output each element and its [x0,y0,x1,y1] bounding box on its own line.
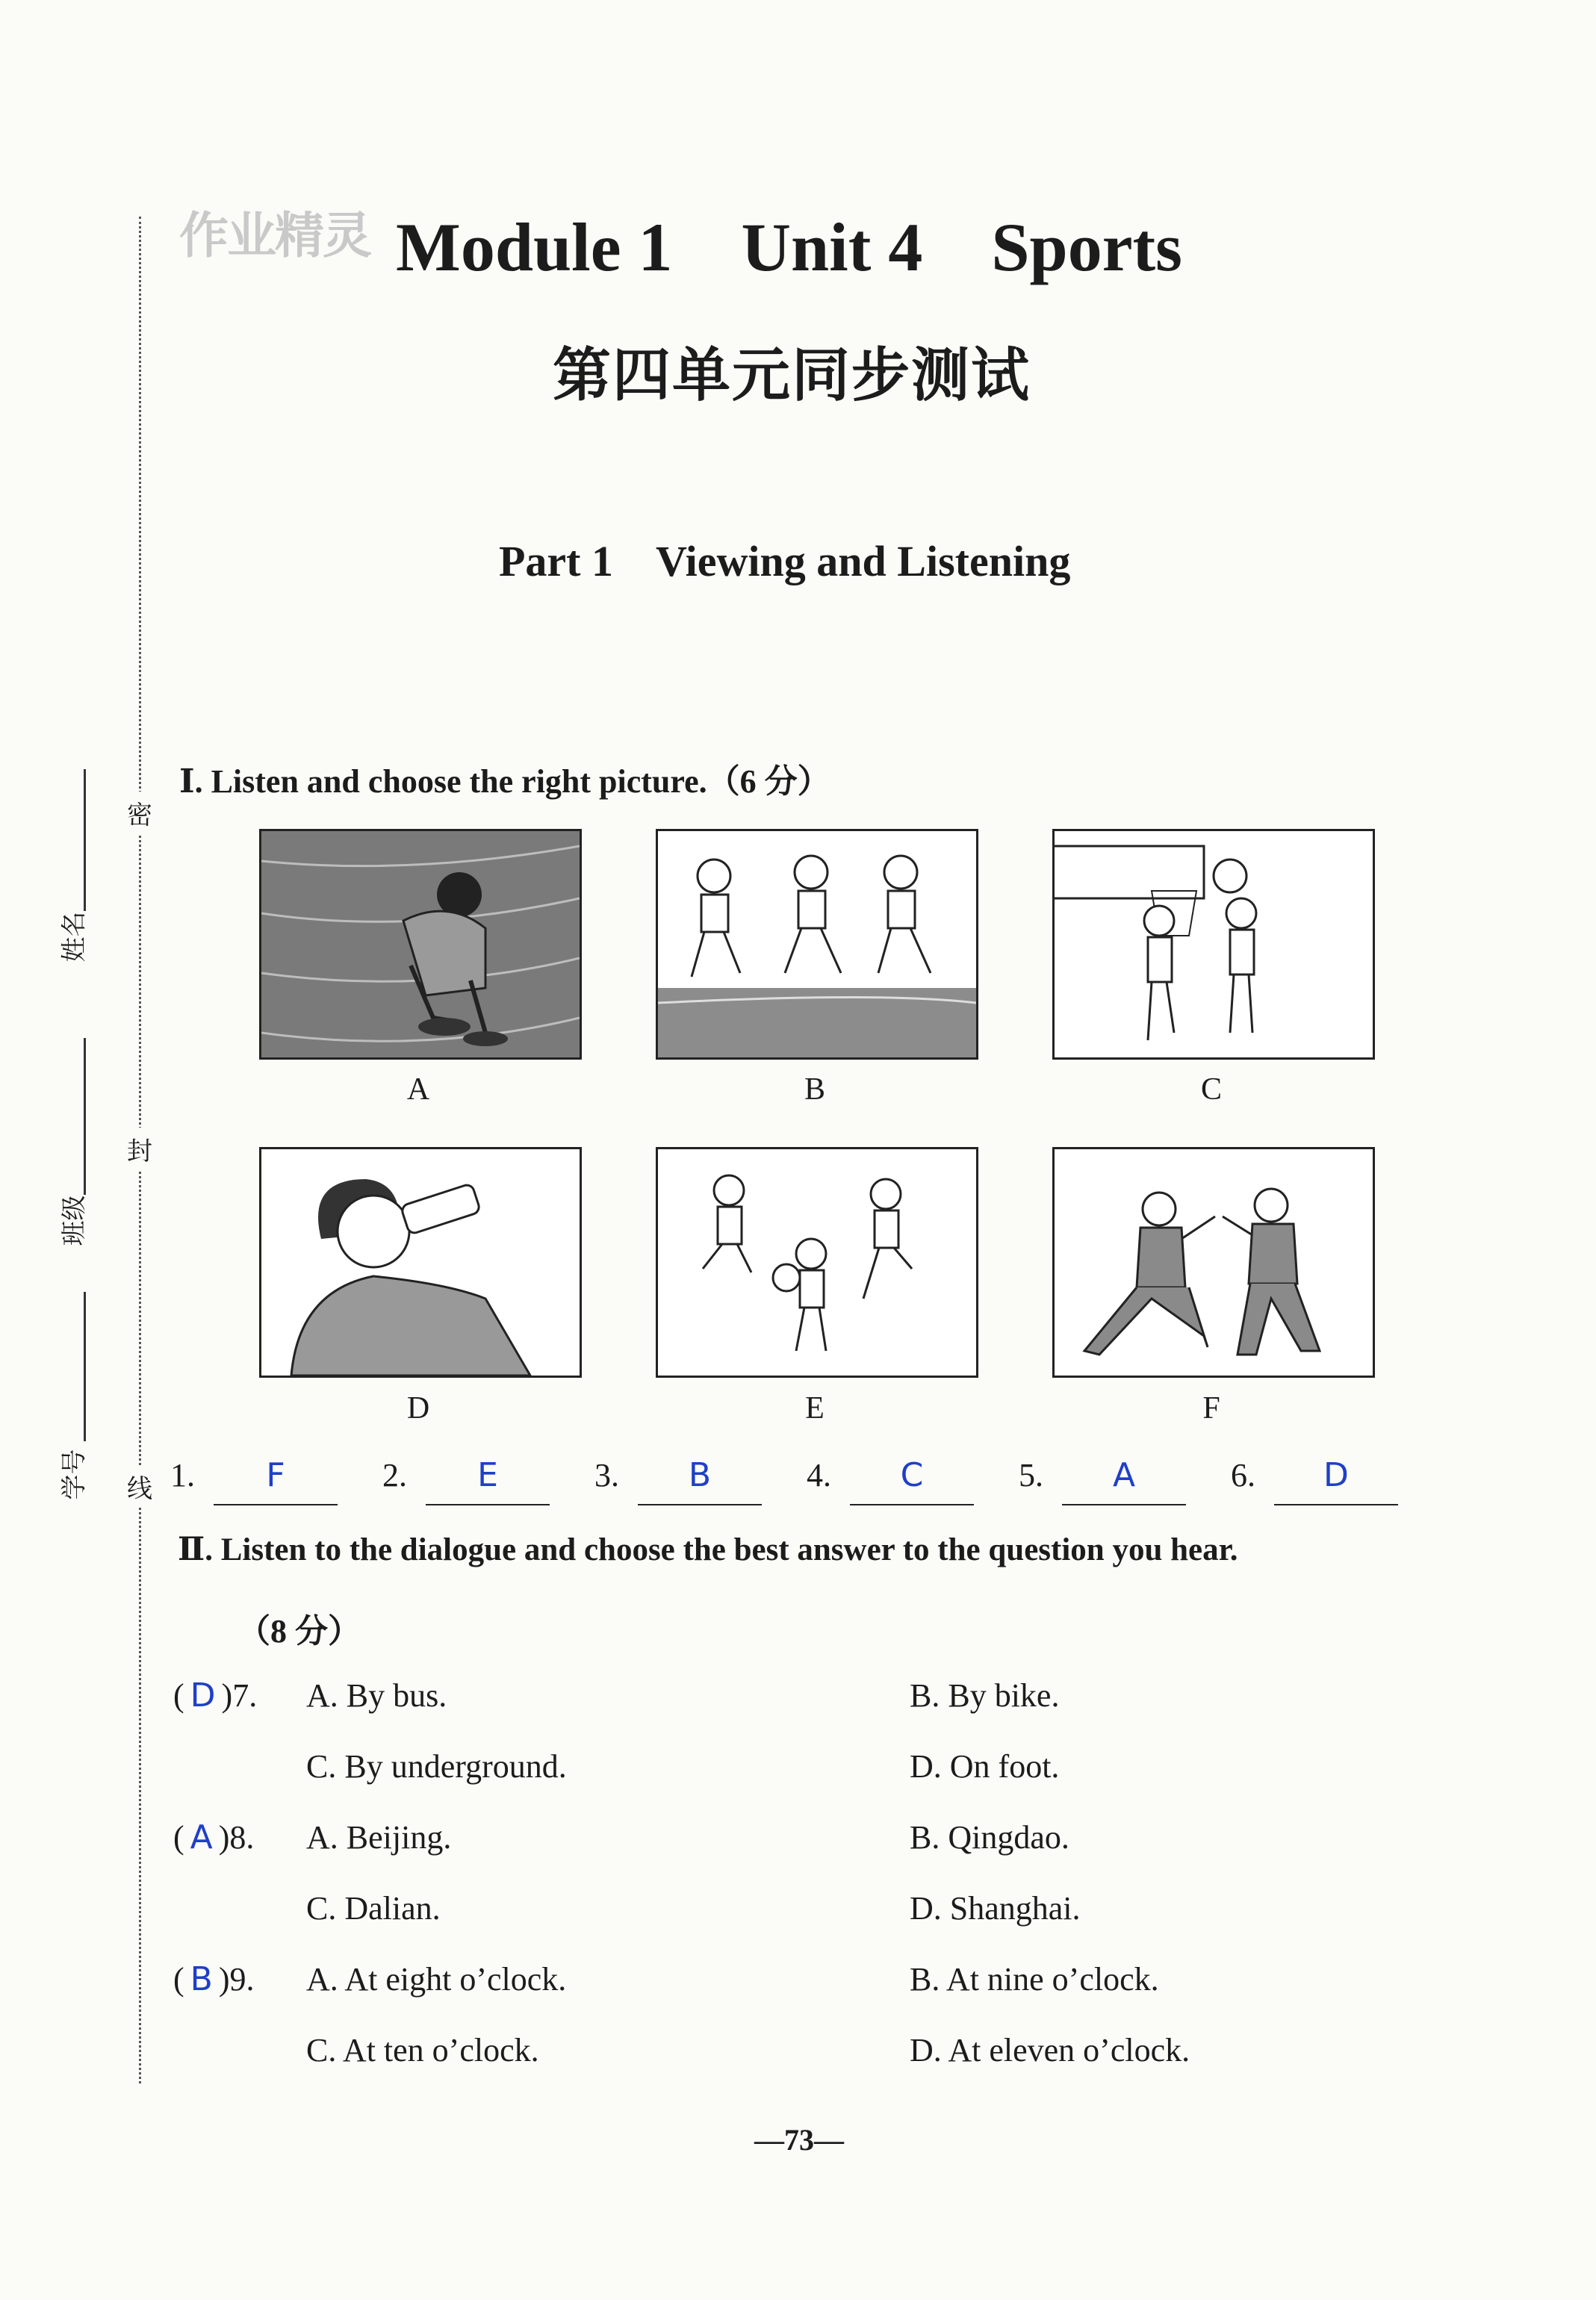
answer-blank[interactable] [214,1456,338,1505]
question-num: 9. [229,1961,255,1998]
page-title: Module 1 Unit 4 Sports [396,209,1182,285]
option-b: B. At nine o’clock. [910,1961,1159,1998]
answer-num: 5. [1019,1457,1043,1494]
class-label: 班级 [59,1195,90,1246]
picture-e-label: E [805,1391,825,1426]
answer-value: B [688,1456,712,1494]
section1-heading: Ⅰ. Listen and choose the right picture.（6 分） [179,763,830,800]
answer-value: F [266,1456,285,1494]
option-a: A. At eight o’clock. [306,1961,567,1998]
picture-f-label: F [1202,1391,1220,1426]
section2-heading: Ⅱ. Listen to the dialogue and choose the best answer to the question you hear. [178,1532,1238,1567]
picture-b [656,829,978,1060]
picture-a-label: A [406,1072,430,1107]
seal-char-xian: 线 [127,1465,152,1508]
option-c: C. At ten o’clock. [306,2032,539,2069]
question-answer[interactable]: B [190,1960,213,1998]
picture-c [1052,829,1375,1060]
answer-value: A [1112,1456,1136,1494]
answer-item-1 [170,1456,285,1494]
answer-value: C [900,1456,924,1494]
number-rule [84,1292,86,1441]
picture-e [656,1147,978,1378]
option-d: D. At eleven o’clock. [910,2032,1190,2069]
answer-num: 4. [807,1457,831,1494]
part-heading: Part 1 Viewing and Listening [499,537,1071,585]
answer-value: D [1323,1456,1349,1494]
answer-row [170,1456,1440,1516]
question-9: ( B )9. [173,1960,255,1998]
picture-a [259,829,582,1060]
answer-num: 6. [1231,1457,1255,1494]
question-answer[interactable]: A [190,1818,213,1856]
seal-char-mi: 密 [127,792,152,834]
number-label: 学号 [59,1449,90,1500]
answer-blank[interactable] [1274,1456,1398,1505]
answer-item-4 [807,1456,924,1494]
option-b: B. Qingdao. [910,1819,1069,1856]
option-b: B. By bike. [910,1677,1060,1714]
option-c: C. By underground. [306,1748,567,1785]
name-rule [84,769,86,911]
question-7: ( D )7. [173,1676,258,1715]
option-d: D. Shanghai. [910,1890,1081,1927]
answer-blank[interactable] [638,1456,762,1505]
picture-d-label: D [406,1391,430,1426]
picture-d [259,1147,582,1378]
option-a: A. By bus. [306,1677,447,1714]
answer-num: 2. [382,1457,407,1494]
answer-blank[interactable] [426,1456,550,1505]
question-num: 8. [229,1819,255,1856]
option-d: D. On foot. [910,1748,1060,1785]
answer-blank[interactable] [1062,1456,1186,1505]
section2-score: （8 分） [237,1613,361,1650]
answer-num: 3. [594,1457,619,1494]
question-8: ( A )8. [173,1818,255,1856]
question-num: 7. [232,1677,258,1714]
answer-num: 1. [170,1457,195,1494]
picture-f [1052,1147,1375,1378]
answer-blank[interactable] [850,1456,974,1505]
question-answer[interactable]: D [190,1676,216,1715]
page-number: —73— [754,2123,844,2157]
picture-b-label: B [804,1072,825,1107]
class-rule [84,1038,86,1195]
option-c: C. Dalian. [306,1890,441,1927]
answer-value: E [477,1456,498,1494]
picture-c-label: C [1200,1072,1222,1107]
option-a: A. Beijing. [306,1819,452,1856]
answer-item-5 [1019,1456,1136,1494]
page-subtitle: 第四单元同步测试 [553,342,1031,409]
seal-char-feng: 封 [127,1128,152,1170]
watermark: 作业精灵 [179,207,370,264]
answer-item-3 [594,1456,712,1494]
answer-item-2 [382,1456,498,1494]
name-label: 姓名 [59,911,90,963]
answer-item-6 [1231,1456,1349,1494]
